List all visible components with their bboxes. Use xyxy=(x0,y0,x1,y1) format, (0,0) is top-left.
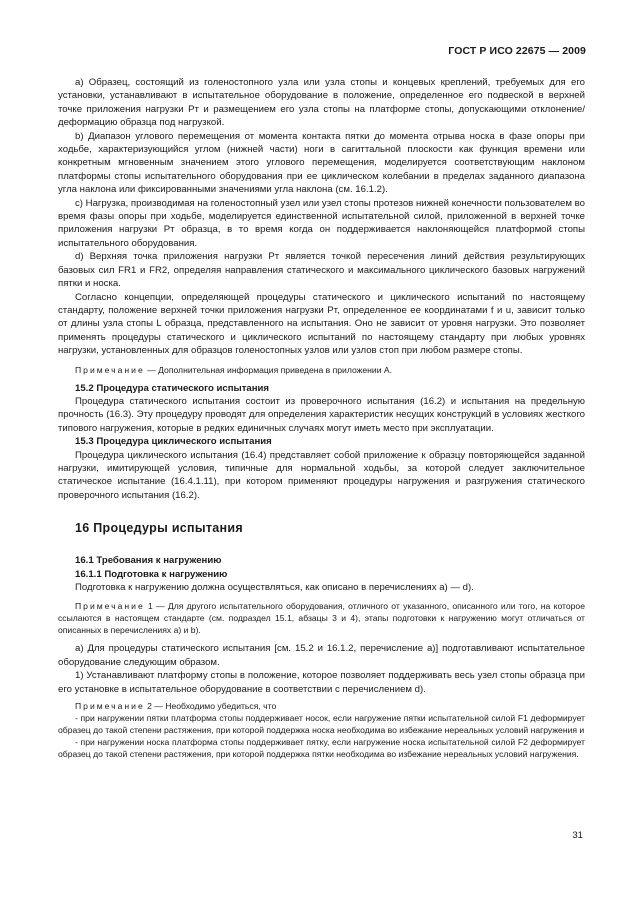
note-appendix xyxy=(58,364,585,376)
section-16-1-1-title: 16.1.1 Подготовка к нагружению xyxy=(75,568,228,580)
paragraph-d: d) Верхняя точка приложения нагрузки Pт является точкой пересечения линий действия результирующих базовых сил FR1 и FR2, определяя направления статического и максимального циклического базовых нагружений пятки и носка. xyxy=(58,251,585,290)
paragraph-c: с) Нагрузка, производимая на голеностопный узел или узел стопы протезов нижней конечности пользователем во время фазы опоры при ходьбе, моделируется единственной испытательной силой, приложенной в верхней точке приложения нагрузки Pт образца, в то время когда он поддерживается наклоняющейся платформой стопы испытательного оборудования. xyxy=(58,197,585,249)
section-15-3-title: 15.3 Процедура циклического испытания xyxy=(75,436,272,448)
note-label: Примечание xyxy=(75,364,145,375)
note-label: Примечание xyxy=(75,601,145,612)
section-15-3-text: Процедура циклического испытания (16.4) представляет собой приложение к образцу повторяющейся заданной нагрузки, имитирующей условия, типичные для нормальной ходьбы, за которой следует заключительное статическое испытание (16.4.1.11), при котором применяют процедуры нагружения и разгружения статического проверочного испытания (16.2). xyxy=(58,449,585,501)
paragraph-step-1: 1) Устанавливают платформу стопы в положение, которое позволяет поддерживать весь узел стопы образца при его установке в испытательное оборудование в соответствии с перечислением d). xyxy=(58,670,585,695)
note-1-text: 1 — Для другого испытательного оборудования, отличного от указанного, описанного или того, на которое ссылаются в настоящем стандарте (см. подраздел 15.1, абзацы 3 и 4), этапы подготовки к нагружению могут отличаться от описанных в перечислениях а) и b). xyxy=(58,601,585,636)
note-1 xyxy=(58,600,585,636)
section-15-2-text: Процедура статического испытания состоит из проверочного испытания (16.2) и испытания на предельную прочность (16.3). Эту процедуру проводят для определения характеристик несущих конструкций в условиях жесткого типового нагружения, которые в редких единичных случаях могут иметь место при эксплуатации. xyxy=(58,395,585,434)
section-16-1-1-text: Подготовка к нагружению должна осуществляться, как описано в перечислениях а) — d). xyxy=(75,582,474,593)
page-number: 31 xyxy=(572,830,583,841)
section-15-2-title: 15.2 Процедура статического испытания xyxy=(75,382,270,394)
document-body xyxy=(58,76,585,760)
standard-header: ГОСТ Р ИСО 22675 — 2009 xyxy=(448,45,586,57)
paragraph-static-a: а) Для процедуры статического испытания [см. 15.2 и 16.1.2, перечисление а)] подготавливают испытательное оборудование следующим образом. xyxy=(58,643,585,668)
paragraph-a: а) Образец, состоящий из голеностопного узла или узла стопы и концевых креплений, требуемых для его установки, устанавливают в испытательное оборудование в положение, определенное его подвеской в верхней точке приложения нагрузки Pт и размещением его узла стопы на платформе стопы, допускающими отклонение/деформацию образца под нагрузкой. xyxy=(58,77,585,129)
note-2-text: 2 — Необходимо убедиться, что xyxy=(147,701,277,712)
note-2-toe: - при нагружении носка платформа стопы поддерживает пятку, если нагружение носка испытательной силой F2 деформирует образец до такой степени растяжения, при которой поддержка пятки необходима во избежание нереальных условий нагружения. xyxy=(58,737,585,760)
section-16-title: 16 Процедуры испытания xyxy=(75,521,243,536)
paragraph-b: b) Диапазон углового перемещения от момента контакта пятки до момента отрыва носка в фазе опоры при ходьбе, характеризующийся углом (нижней части) ноги в сагиттальной плоскости как функция времени или конкретным мгновенным значением этого углового перемещения, моделируется соответствующим наклоном платформы стопы испытательного оборудования при ее циклическом колебании в пределах заданного диапазона угла наклона или фиксированными значениями угла наклона (см. 16.1.2). xyxy=(58,130,585,196)
paragraph-concept: Согласно концепции, определяющей процедуры статического и циклического испытаний по настоящему стандарту, положение верхней точки приложения нагрузки Pт, определенное ее координатами f и u, зависит только от длины узла стопы L образца, представленного на испытания. Оно не зависит от уровня нагрузки. Это позволяет применять процедуры статического и циклического испытаний по настоящему стандарту при любых уровнях нагрузки, установленных для образцов голеностопных узлов или узлов стоп при любом размере стопы. xyxy=(58,291,585,357)
section-16-1-title: 16.1 Требования к нагружению xyxy=(75,555,222,567)
note-2 xyxy=(58,700,585,712)
note-appendix-text: — Дополнительная информация приведена в приложении А. xyxy=(147,364,393,375)
note-label: Примечание xyxy=(75,701,145,712)
note-2-heel: - при нагружении пятки платформа стопы поддерживает носок, если нагружение пятки испытательной силой F1 деформирует образец до такой степени растяжения, при которой поддержка носка необходима во избежание нереальных условий нагружения и xyxy=(58,713,585,736)
